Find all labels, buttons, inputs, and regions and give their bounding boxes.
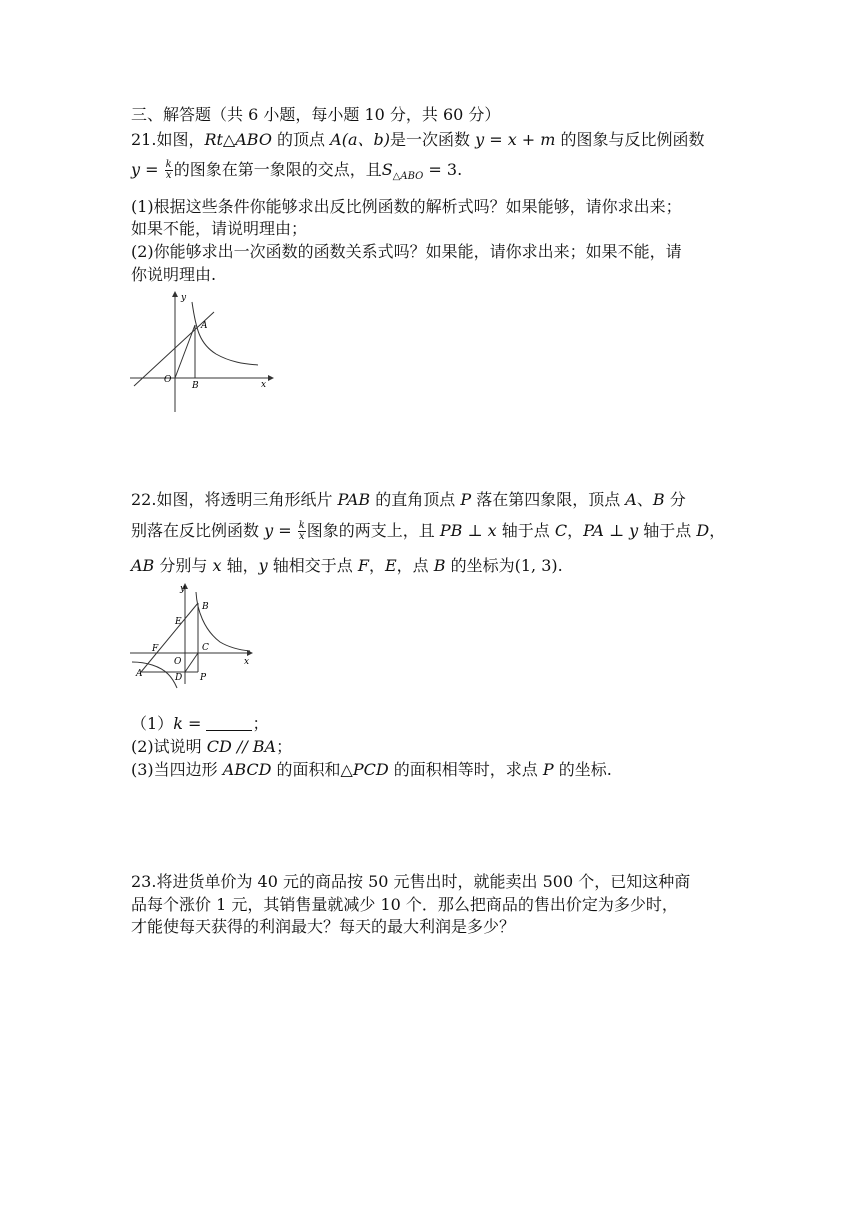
fig22-O-label: O [174, 657, 182, 667]
q23-line-1: 23.将进货单价为 40 元的商品按 50 元售出时，就能卖出 500 个，已知这种商 [131, 872, 691, 891]
q22-sub-3: (3)当四边形 ABCD 的面积和△PCD 的面积相等时，求点 P 的坐标. [131, 760, 612, 779]
fig21-B-label: B [192, 381, 199, 391]
q21-part2-b: 你说明理由. [131, 265, 217, 284]
q22-line-2: 别落在反比例函数 y = $\frac{k}{x}$ 图象的两支上，且 PB ⊥ x 轴于点 C，PA ⊥ y 轴于点 D， [131, 520, 726, 542]
answer-blank [206, 716, 252, 731]
fig22-P-label: P [200, 673, 207, 683]
q21-part2-a: (2)你能够求出一次函数的函数关系式吗？如果能，请你求出来；如果不能，请 [131, 242, 682, 261]
fig21-y-label: y [181, 293, 187, 303]
fig21-O-label: O [164, 375, 172, 385]
fraction-k-over-x: $\frac{k}{x}$ [165, 159, 172, 181]
q21-part1-a: (1)根据这些条件你能够求出反比例函数的解析式吗？如果能够，请你求出来； [131, 197, 682, 216]
q22-figure [126, 578, 260, 690]
fig22-x-label: x [244, 657, 250, 667]
fig22-F-label: F [152, 644, 159, 654]
fig21-A-label: A [201, 321, 208, 331]
fraction-k-over-x: $\frac{k}{x}$ [298, 520, 305, 542]
section-header: 三、解答题（共 6 小题，每小题 10 分，共 60 分） [131, 105, 501, 124]
fig21-x-label: x [261, 380, 267, 390]
fig22-y-label: y [180, 584, 186, 594]
q21-line-2: y = $\frac{k}{x}$ 的图象在第一象限的交点，且$S_{\triangle ABO} = 3$. [131, 159, 463, 182]
fig22-B-label: B [202, 602, 209, 612]
fig22-A-label: A [136, 669, 143, 679]
q22-line-1: 22.如图，将透明三角形纸片 PAB 的直角顶点 P 落在第四象限，顶点 A、B 分 [131, 490, 686, 509]
fig22-E-label: E [175, 617, 182, 627]
q22-sub-2: (2)试说明 CD // BA； [131, 737, 293, 756]
q23-line-2: 品每个涨价 1 元，其销售量就减少 10 个．那么把商品的售出价定为多少时， [131, 895, 678, 914]
q21-figure [126, 288, 276, 416]
fig22-C-label: C [202, 643, 209, 653]
q22-sub-1: （1）k = ； [131, 714, 269, 733]
q22-line-3: AB 分别与 x 轴，y 轴相交于点 F，E，点 B 的坐标为(1, 3). [131, 556, 563, 575]
fig22-D-label: D [175, 673, 183, 683]
q21-part1-b: 如果不能，请说明理由； [131, 219, 308, 238]
q23-line-3: 才能使每天获得的利润最大？每天的最大利润是多少？ [131, 917, 516, 936]
q21-line-1: 21.如图，Rt△ABO 的顶点 A(a、b)是一次函数 y = x + m 的图象与反比例函数 [131, 130, 705, 149]
